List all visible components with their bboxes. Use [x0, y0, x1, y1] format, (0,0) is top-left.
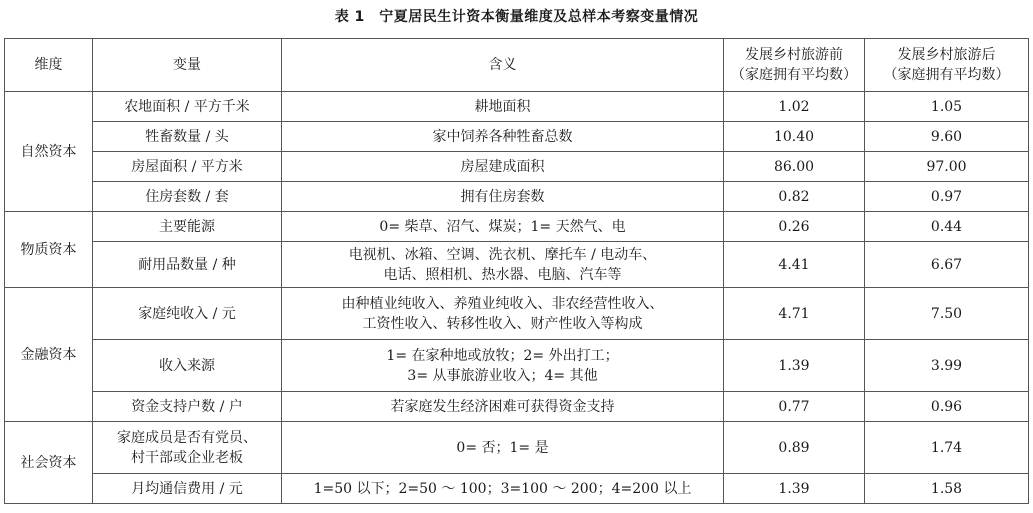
data-table: [4, 38, 1029, 504]
cell-variable-line: 资金支持户数 / 户: [131, 398, 243, 415]
cell-meaning: [282, 392, 724, 422]
cell-variable: [93, 92, 282, 122]
cell-before: 0.89: [724, 422, 865, 474]
cell-meaning: [282, 152, 724, 182]
cell-variable: [93, 474, 282, 504]
cell-dimension: 金融资本: [5, 288, 93, 422]
cell-variable: [93, 422, 282, 474]
cell-meaning: [282, 92, 724, 122]
cell-meaning: [282, 122, 724, 152]
header-after: [865, 39, 1029, 92]
cell-meaning-line: 0= 否；1= 是: [456, 439, 549, 456]
cell-after: 7.50: [865, 288, 1029, 340]
cell-variable-line: 村干部或企业老板: [131, 449, 243, 466]
cell-after: 3.99: [865, 340, 1029, 392]
cell-variable: [93, 288, 282, 340]
cell-before: 0.26: [724, 212, 865, 242]
cell-meaning-line: 房屋建成面积: [460, 158, 545, 175]
cell-after: 97.00: [865, 152, 1029, 182]
cell-variable: [93, 340, 282, 392]
cell-meaning-line: 1= 在家种地或放牧；2= 外出打工；: [386, 347, 619, 364]
table-row: [5, 242, 1029, 288]
table-row: [5, 152, 1029, 182]
cell-variable: [93, 392, 282, 422]
table-caption: 表 1 宁夏居民生计资本衡量维度及总样本考察变量情况: [334, 9, 699, 25]
table-row: [5, 212, 1029, 242]
table-row: [5, 122, 1029, 152]
cell-meaning: [282, 288, 724, 340]
header-row: [5, 39, 1029, 92]
cell-variable-line: 家庭纯收入 / 元: [138, 305, 236, 322]
header-dimension: 维度: [5, 39, 93, 92]
cell-variable-line: 住房套数 / 套: [145, 188, 229, 205]
cell-variable: [93, 182, 282, 212]
cell-after: 6.67: [865, 242, 1029, 288]
table-row: [5, 92, 1029, 122]
cell-variable-line: 收入来源: [159, 357, 215, 374]
cell-before: 4.41: [724, 242, 865, 288]
cell-meaning: [282, 422, 724, 474]
cell-meaning-line: 0= 柴草、沼气、煤炭；1= 天然气、电: [379, 218, 626, 235]
cell-meaning: [282, 182, 724, 212]
cell-after: 0.44: [865, 212, 1029, 242]
cell-after: 0.97: [865, 182, 1029, 212]
cell-meaning-line: 电视机、冰箱、空调、洗衣机、摩托车 / 电动车、: [348, 246, 657, 263]
cell-before: 1.02: [724, 92, 865, 122]
cell-dimension: 社会资本: [5, 422, 93, 504]
header-before-line1: 发展乡村旅游前: [745, 47, 843, 63]
cell-meaning-line: 电话、照相机、热水器、电脑、汽车等: [383, 266, 622, 283]
cell-dimension: 自然资本: [5, 92, 93, 212]
cell-variable: [93, 152, 282, 182]
cell-before: 0.82: [724, 182, 865, 212]
table-row: [5, 392, 1029, 422]
cell-before: 1.39: [724, 340, 865, 392]
cell-after: 1.05: [865, 92, 1029, 122]
header-after-line2: （家庭拥有平均数）: [883, 67, 1010, 83]
cell-meaning-line: 耕地面积: [474, 98, 531, 115]
cell-meaning-line: 家中饲养各种牲畜总数: [432, 128, 573, 145]
header-after-line1: 发展乡村旅游后: [897, 47, 996, 63]
cell-variable: [93, 212, 282, 242]
cell-variable-line: 房屋面积 / 平方米: [131, 158, 243, 175]
cell-variable-line: 牲畜数量 / 头: [145, 128, 229, 145]
cell-variable-line: 农地面积 / 平方千米: [124, 98, 250, 115]
cell-variable-line: 家庭成员是否有党员、: [117, 429, 257, 446]
cell-before: 0.77: [724, 392, 865, 422]
cell-after: 9.60: [865, 122, 1029, 152]
cell-meaning-line: 若家庭发生经济困难可获得资金支持: [390, 398, 615, 415]
cell-variable: [93, 242, 282, 288]
cell-before: 86.00: [724, 152, 865, 182]
table-row: [5, 182, 1029, 212]
cell-meaning: [282, 474, 724, 504]
cell-meaning-line: 拥有住房套数: [460, 188, 545, 205]
cell-dimension: 物质资本: [5, 212, 93, 288]
cell-variable-line: 主要能源: [159, 218, 215, 235]
cell-before: 1.39: [724, 474, 865, 504]
table-row: [5, 422, 1029, 474]
table-body: [5, 92, 1029, 504]
cell-meaning: [282, 340, 724, 392]
cell-after: 0.96: [865, 392, 1029, 422]
header-before-line2: （家庭拥有平均数）: [731, 67, 857, 83]
header-before: [724, 39, 865, 92]
table-row: [5, 474, 1029, 504]
table-row: [5, 340, 1029, 392]
header-meaning: 含义: [282, 39, 724, 92]
cell-meaning-line: 3= 从事旅游业收入；4= 其他: [407, 367, 598, 384]
cell-after: 1.74: [865, 422, 1029, 474]
table-row: [5, 288, 1029, 340]
cell-meaning: [282, 212, 724, 242]
cell-variable-line: 耐用品数量 / 种: [138, 256, 236, 273]
cell-meaning-line: 1=50 以下；2=50 ～ 100；3=100 ～ 200；4=200 以上: [313, 480, 692, 497]
cell-before: 10.40: [724, 122, 865, 152]
cell-variable: [93, 122, 282, 152]
cell-meaning-line: 由种植业纯收入、养殖业纯收入、非农经营性收入、: [341, 295, 664, 312]
cell-meaning-line: 工资性收入、转移性收入、财产性收入等构成: [362, 315, 643, 332]
cell-before: 4.71: [724, 288, 865, 340]
cell-variable-line: 月均通信费用 / 元: [131, 480, 243, 497]
header-variable: 变量: [93, 39, 282, 92]
cell-meaning: [282, 242, 724, 288]
cell-after: 1.58: [865, 474, 1029, 504]
